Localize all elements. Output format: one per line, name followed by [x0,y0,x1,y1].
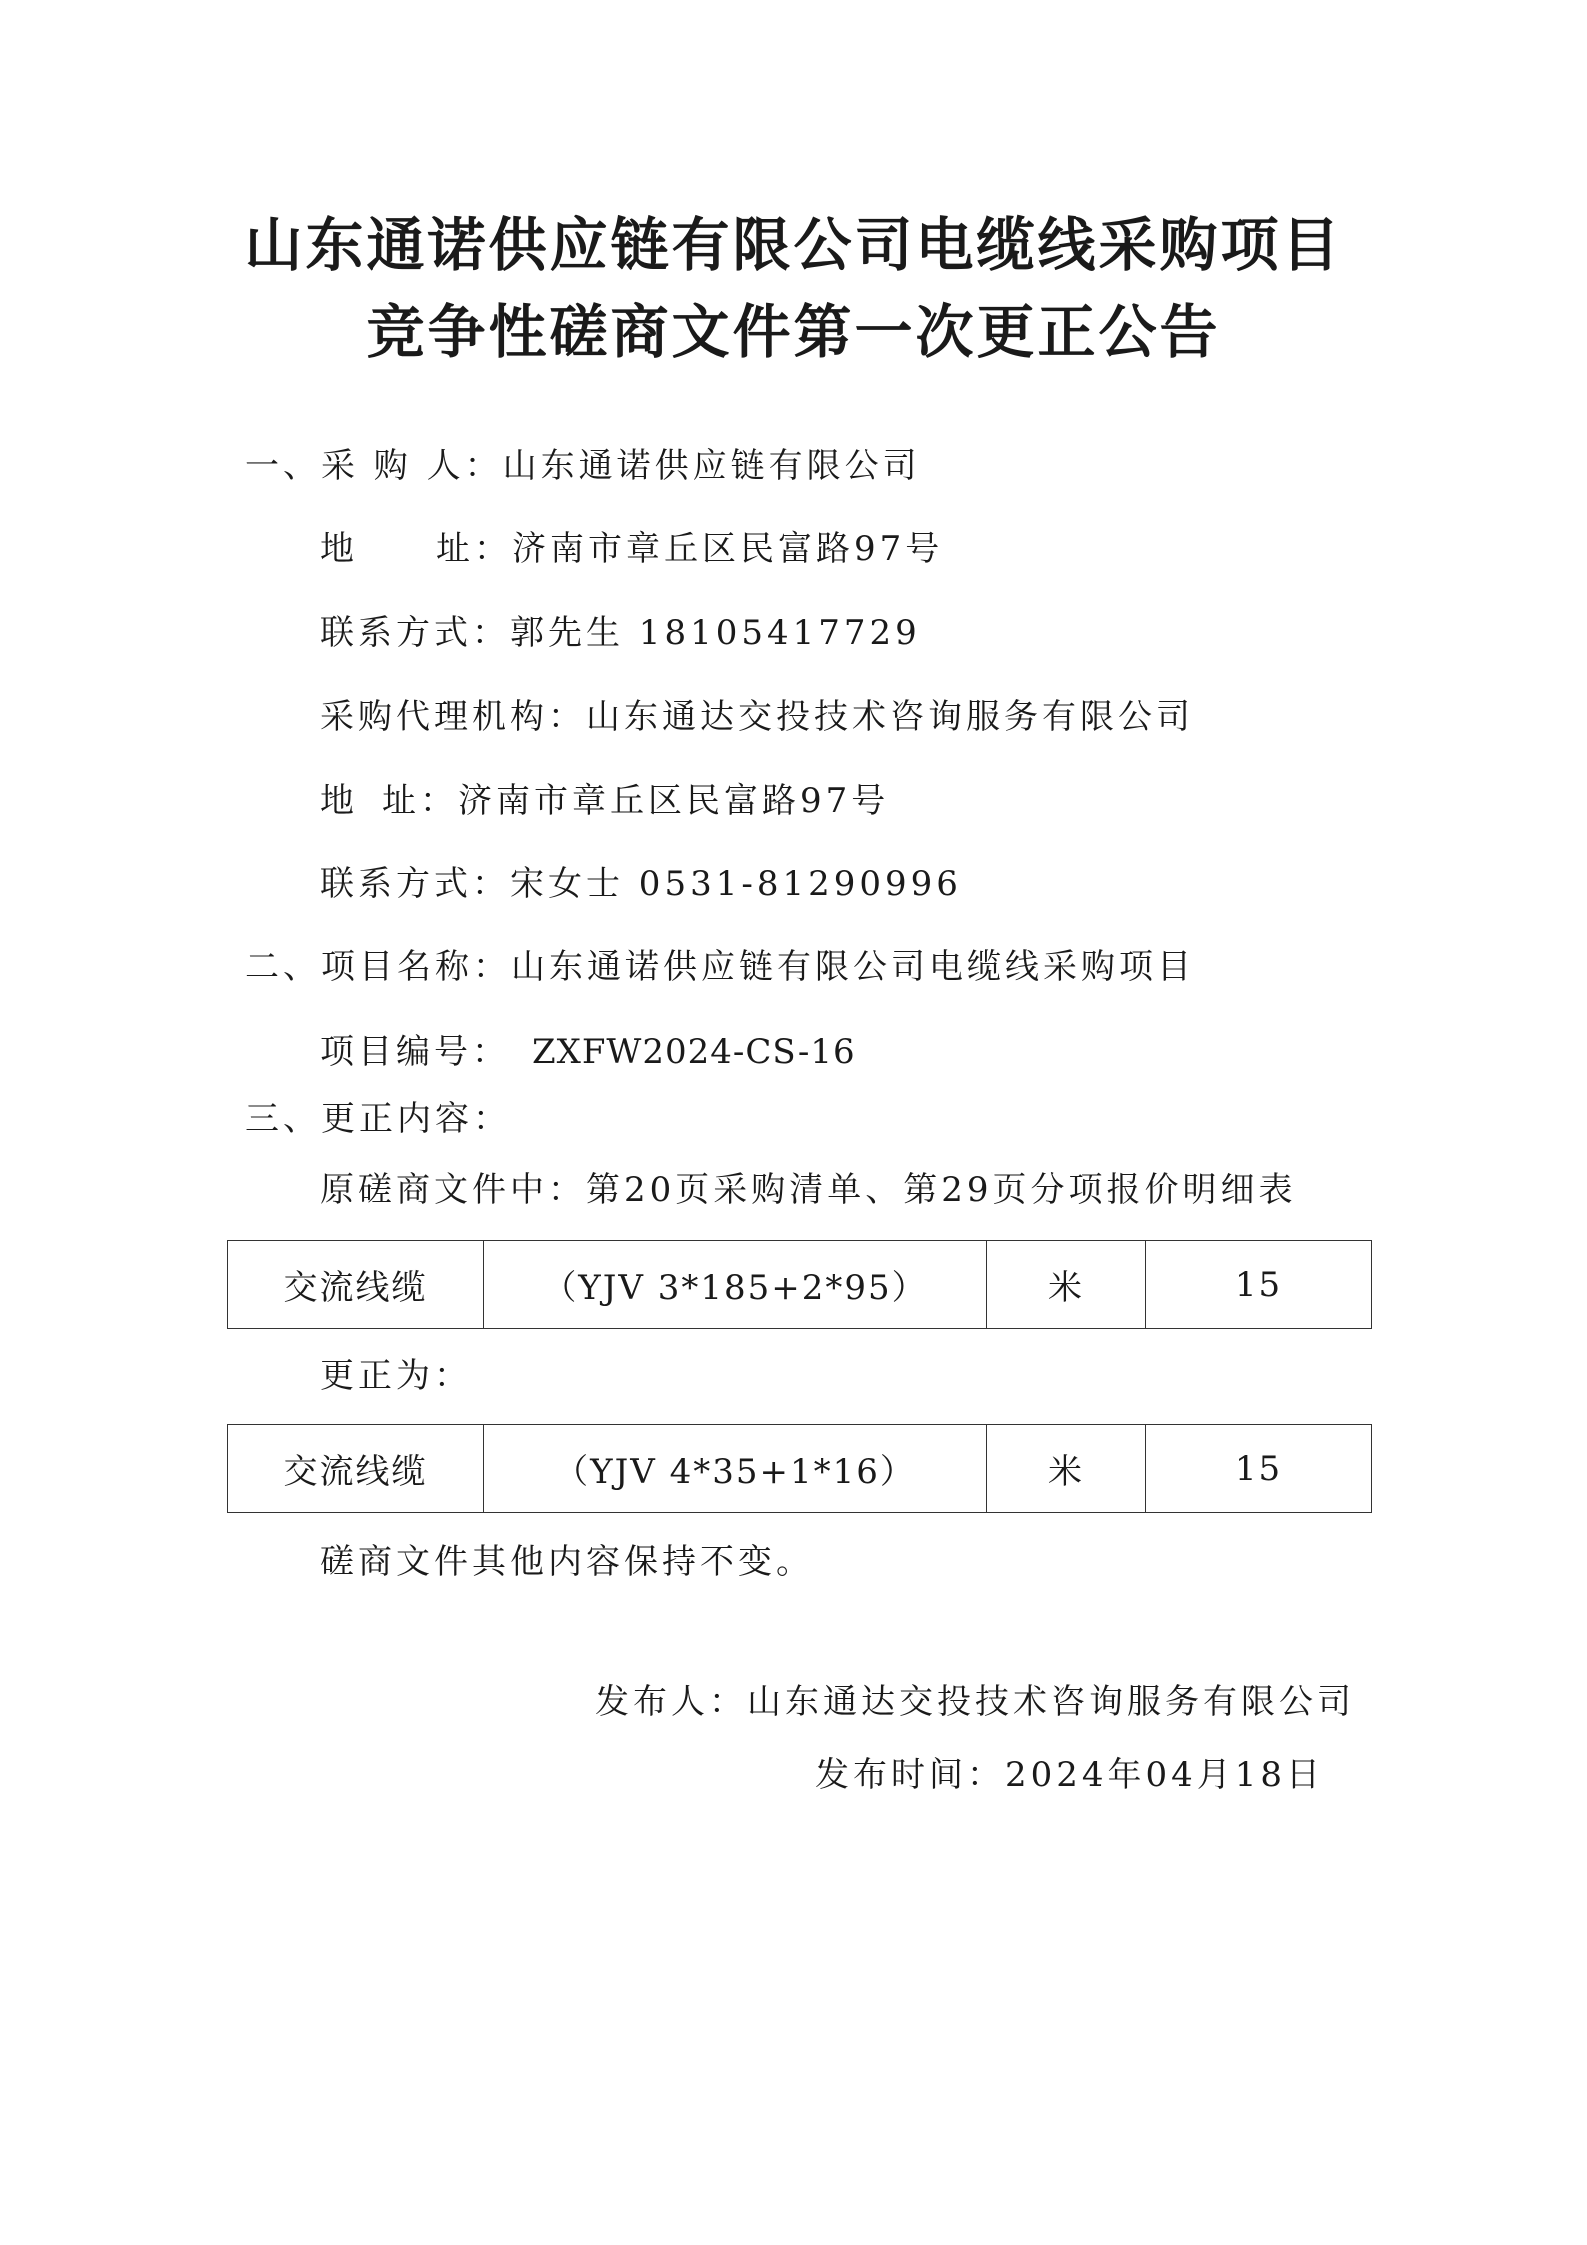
agency-address-value: 济南市章丘区民富路97号 [458,781,890,821]
project-name-label: 二、项目名称： [245,947,511,987]
correction-heading: 三、更正内容： [245,1099,511,1139]
item-spec-cell: （YJV 3*185+2*95） [484,1241,987,1329]
item-unit-cell: 米 [987,1241,1146,1329]
address-label-part: 址： [436,529,512,569]
corrected-spec-table [227,1424,1372,1513]
table-row [228,1241,1372,1329]
project-name-line [245,945,1195,989]
title-line-1: 山东通诺供应链有限公司电缆线采购项目 [244,211,1343,279]
publisher-line [595,1680,1355,1724]
contact-label: 联系方式： [320,864,510,904]
purchaser-label: 一、采 购 人： [245,446,503,486]
purchaser-address-value: 济南市章丘区民富路97号 [512,529,944,569]
table-row [228,1425,1372,1513]
purchaser-contact-line [320,611,921,655]
publisher-label: 发布人： [595,1682,747,1722]
agency-contact-line [320,862,962,906]
item-quantity-cell: 15 [1146,1425,1372,1513]
address-label-part: 地 [320,781,382,821]
original-intro: 原磋商文件中：第20页采购清单、第29页分项报价明细表 [320,1170,1297,1210]
address-label-part: 地 [320,529,436,569]
project-code-value: ZXFW2024-CS-16 [532,1032,856,1072]
agency-label: 采购代理机构： [320,697,586,737]
purchaser-value: 山东通诺供应链有限公司 [502,446,921,486]
corrected-heading: 更正为： [320,1356,472,1396]
project-code-line [320,1030,856,1074]
agency-contact-value: 宋女士 0531-81290996 [510,864,962,904]
project-code-label: 项目编号： [320,1032,510,1072]
agency-line [320,695,1194,739]
purchaser-contact-value: 郭先生 18105417729 [510,613,921,653]
agency-value: 山东通达交投技术咨询服务有限公司 [586,697,1194,737]
item-name-cell: 交流线缆 [228,1241,484,1329]
item-name-cell: 交流线缆 [228,1425,484,1513]
purchaser-line [245,444,921,488]
closing-statement: 磋商文件其他内容保持不变。 [320,1542,814,1582]
publisher-value: 山东通达交投技术咨询服务有限公司 [747,1682,1355,1722]
address-label-part: 址： [382,781,458,821]
contact-label: 联系方式： [320,613,510,653]
item-quantity-cell: 15 [1146,1241,1372,1329]
publish-date-value: 2024年04月18日 [1005,1755,1325,1795]
original-spec-table [227,1240,1372,1329]
item-spec-cell: （YJV 4*35+1*16） [484,1425,987,1513]
project-name-value: 山东通诺供应链有限公司电缆线采购项目 [511,947,1195,987]
item-unit-cell: 米 [987,1425,1146,1513]
title-line-2: 竞争性磋商文件第一次更正公告 [366,298,1221,366]
publish-date-line [815,1753,1324,1797]
publish-date-label: 发布时间： [815,1755,1005,1795]
agency-address-line [320,779,889,823]
purchaser-address-line [320,527,943,571]
